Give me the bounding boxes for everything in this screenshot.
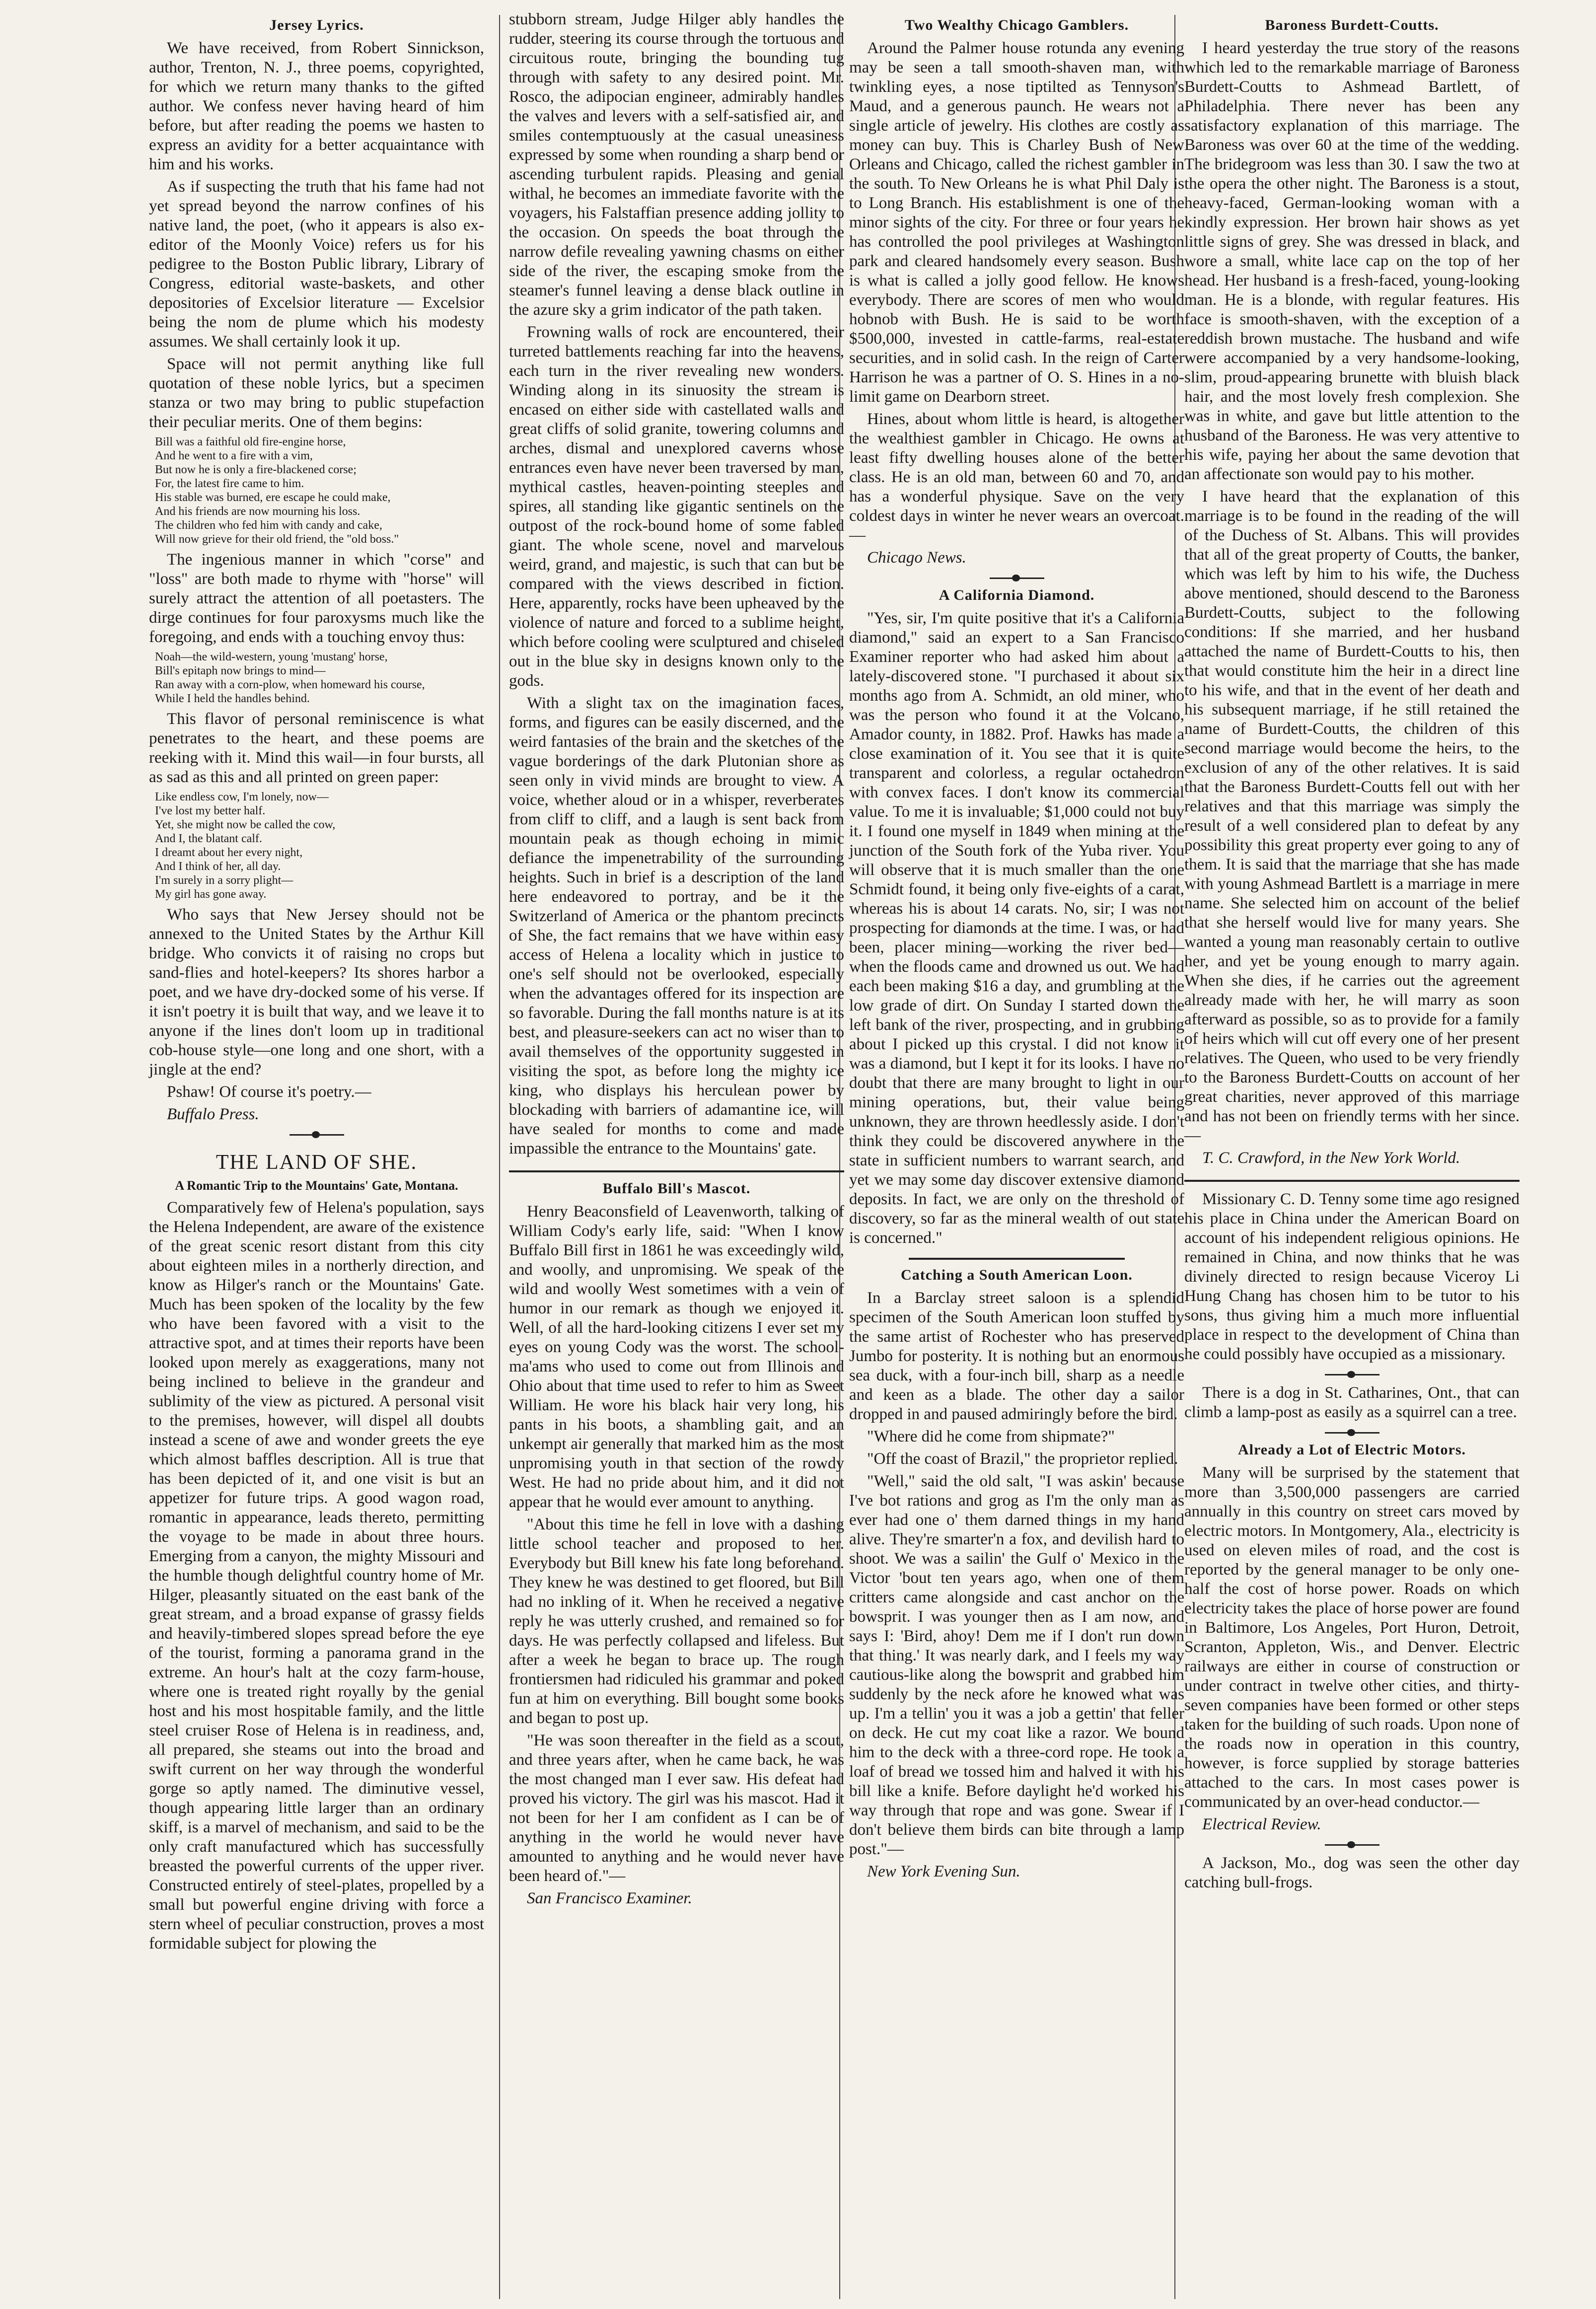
paragraph: Henry Beaconsfield of Leavenworth, talking of William Cody's early life, said: "When I know Buffalo Bill first in 1861 he was exceedingly wild, and woolly, and unpromising. We speak of the wild and woolly West sometimes with a vein of humor in our remark as though we enjoyed it. Well, of all the hard-looking citizens I ever set my eyes on young Cody was the worst. The school-ma'ams who used to come out from Illinois and Ohio about that time used to refer to him as Sweet William. He wore his black hair very long, his pants in his boots, a shambling gait, and an unkempt air generally that marked him as the most unpromising youth in that section of the rowdy West. He had no pride about him, and it did not appear that he would ever amount to anything.: [509, 1203, 844, 1511]
article-title: Baroness Burdett-Coutts.: [1265, 17, 1439, 33]
paragraph: Space will not permit anything like full quotation of these noble lyrics, but a specimen stanza or two may bring to public stupefaction their peculiar merits. One of them begins:: [149, 355, 484, 431]
paragraph: Around the Palmer house rotunda any evening may be seen a tall smooth-shaven man, with twinkling eyes, a nose tiptilted as Tennyson's Maud, and a generous paunch. He wears not a single article of jewelry. His clothes are costly as money can buy. This is Charley Bush of New Orleans and Chicago, called the richest gambler in the south. To New Orleans he is what Phil Daly is to Long Branch. His establishment is one of the minor sights of the city. For three or four years he has controlled the pool privileges at Washington park and cleared handsomely every season. Bush is what is called a jolly good fellow. He knows everybody. There are scores of men who would hobnob with Bush. He is said to be worth $500,000, invested in cattle-farms, real-estate securities, and in solid cash. In the reign of Carter Harrison he was a partner of O. S. Hines in a no-limit game on Dearborn street.: [849, 39, 1184, 406]
paragraph: I heard yesterday the true story of the reasons which led to the remarkable marriage of Baroness Burdett-Coutts to Ashmead Bartlett, of Philadelphia. There never has been any satisfactory explanation of this marriage. The Baroness was over 60 at the time of the wedding. The bridegroom was less than 30. I saw the two at the opera the other night. The Baroness is a stout, heavy-faced, German-looking woman with a kindly expression. Her brown hair shows as yet little signs of grey. She was dressed in black, and wore a small, white lace cap on the top of her head. Her husband is a fresh-faced, young-looking man. He is a blonde, with regular features. His face is smooth-shaven, with the exception of a reddish brown mustache. The husband and wife were accompanied by a very handsome-looking, slim, proud-appearing brunette with bluish black hair, and the most lovely fresh complexion. She was in white, and gave but little attention to the husband of the Baroness. He was very attentive to his wife, paying her about the same devotion that an affectionate son would pay to his mother.: [1184, 39, 1520, 483]
paragraph: The ingenious manner in which "corse" and "loss" are both made to rhyme with "horse" will surely attract the attention of all poetasters. The dirge continues for four paroxysms much like the foregoing, and ends with a touching envoy thus:: [149, 551, 484, 646]
separator: [1325, 1844, 1379, 1846]
source-credit: Electrical Review.: [1202, 1815, 1321, 1833]
headline: THE LAND OF SHE.: [216, 1151, 418, 1174]
paragraph: "Well," said the old salt, "I was askin' because I've bot rations and grog as I'm the only man as ever had one o' them darned things in my hand alive. They're smarter'n a fox, and devilish hard to shoot. We was a sailin' the Gulf o' Mexico in the Victor 'bout ten years ago, when one of them critters came alongside and cast anchor on the bowsprit. I was younger then as I am now, and says I: 'Bird, ahoy! Dem me if I don't run down that thing.' It was nearly dark, and I feels my way cautious-like along the bowsprit and grabbed him suddenly by the neck afore he knowed what was up. I'm a tellin' you it was a job a gettin' that feller on deck. He cut my coat like a razor. We bound him to the deck with a three-cord rope. He took a loaf of bread we tossed him and halved it with his bill like a knife. Before daylight he'd worked his way through that rope and was gone. Swear if I don't believe them birds can bite through a lamp post."—: [849, 1472, 1184, 1858]
article-title: Jersey Lyrics.: [269, 17, 364, 33]
paragraph: This flavor of personal reminiscence is what penetrates to the heart, and these poems are reeking with it. Mind this wail—in four bursts, all as sad as this and all printed on green paper:: [149, 710, 484, 786]
separator: [290, 1134, 344, 1136]
paragraph: Who says that New Jersey should not be annexed to the United States by the Arthur Kill bridge. Who convicts it of raising no crops but sand-flies and hotel-keepers? Its shores harbor a poet, and we have dry-docked some of his verse. If it isn't poetry it is built that way, and we leave it to anyone if the lines don't loom up in traditional cob-house style—one long and one short, with a jingle at the end?: [149, 906, 484, 1079]
verse: Noah—the wild-western, young 'mustang' horse, Bill's epitaph now brings to mind— Ran away with a corn-plow, when homeward his course, While I held the handles behind.: [155, 650, 425, 705]
column-4: [1179, 10, 1524, 2299]
paragraph: We have received, from Robert Sinnickson, author, Trenton, N. J., three poems, copyrighted, for which we return many thanks to the gifted author. We confess never having heard of him before, but after reading the poems we hasten to express an avidity for a better acquaintance with him and his works.: [149, 39, 484, 173]
paragraph: "He was soon thereafter in the field as a scout, and three years after, when he came back, he was the most changed man I ever saw. His defeat had proved his victory. The girl was his mascot. Had it not been for her I am confident as I can be of anything in the world he would never have amounted to anything and he would never have been heard of."—: [509, 1732, 844, 1885]
paragraph: Comparatively few of Helena's population, says the Helena Independent, are aware of the existence of the great scenic resort distant from this city about eighteen miles in a northerly direction, and know as Hilger's ranch or the Mountains' Gate. Much has been spoken of the locality by the few who have been favored with a visit to the attractive spot, and at times their reports have been looked upon merely as exaggerations, many not being inclined to believe in the grandeur and sublimity of the view as pictured. A personal visit to the premises, however, will dispel all doubts instead a scene of awe and wonder greets the eye which almost baffles description. All is true that has been depicted of it, and one visit is but an appetizer for future trips. A good wagon road, romantic in appearance, leads thereto, permitting the voyage to be made in about three hours. Emerging from a canyon, the mighty Missouri and the humble though delightful country home of Mr. Hilger, pleasantly situated on the east bank of the great stream, and a broad expanse of grassy fields and heavily-timbered slopes spread before the eye of the tourist, forming a panorama grand in the extreme. An hour's halt at the cozy farm-house, where one is treated right royally by the genial host and his most hospitable family, and the little steel cruiser Rose of Helena is in readiness, and, all prepared, she steams out into the broad and swift current on her way through the wonderful gorge so aptly named. The diminutive vessel, though appearing little larger than an ordinary skiff, is a marvel of mechanism, and said to be the only craft manufactured which has successfully breasted the powerful currents of the upper river. Constructed entirely of steel-plates, propelled by a small but powerful engine driving with force a stern wheel of peculiar construction, proves a most formidable subject for plowing the: [149, 1199, 484, 1952]
paragraph: There is a dog in St. Catharines, Ont., that can climb a lamp-post as easily as a squirrel can a tree.: [1184, 1384, 1520, 1421]
paragraph: In a Barclay street saloon is a splendid specimen of the South American loon stuffed by the same artist of Rochester who has preserved Jumbo for posterity. It is nothing but an enormous sea duck, with a four-inch bill, sharp as a needle and keen as a blade. The other day a sailor dropped in and paused admiringly before the bird.: [849, 1289, 1184, 1423]
verse: Bill was a faithful old fire-engine horse, And he went to a fire with a vim, But now he is only a fire-blackened corse; For, the latest fire came to him. His stable was burned, ere escape he could make, And his friends are now mourning his loss. The children who fed him with candy and cake, Will now grieve for their old friend, the "old boss.": [155, 435, 399, 546]
separator: [909, 1258, 1125, 1260]
article-title: Already a Lot of Electric Motors.: [1238, 1442, 1466, 1458]
column-2: [504, 10, 849, 2299]
separator: [1325, 1374, 1379, 1375]
source-credit: T. C. Crawford, in the New York World.: [1202, 1149, 1460, 1167]
paragraph: A Jackson, Mo., dog was seen the other day catching bull-frogs.: [1184, 1854, 1520, 1891]
source-credit: Buffalo Press.: [167, 1105, 259, 1123]
paragraph: "Where did he come from shipmate?": [867, 1428, 1115, 1445]
separator: [509, 1170, 844, 1172]
source-credit: Chicago News.: [867, 549, 966, 567]
paragraph: As if suspecting the truth that his fame had not yet spread beyond the narrow confines of his native land, the poet, (who it appears is also ex-editor of the Moonly Voice) refers us for his pedigree to the Boston Public library, Library of Congress, editorial waste-baskets, and other depositories of Excelsior literature — Excelsior being the nom de plume which his modesty assumes. We shall certainly look it up.: [149, 178, 484, 351]
article-title: Two Wealthy Chicago Gamblers.: [904, 17, 1129, 33]
source-credit: New York Evening Sun.: [867, 1863, 1020, 1880]
paragraph: "Yes, sir, I'm quite positive that it's a California diamond," said an expert to a San Francisco Examiner reporter who had asked him about a lately-discovered stone. "I purchased it about six months ago from A. Schmidt, an old miner, who was the person who found it at the Volcano, Amador county, in 1882. Prof. Hawks has made a close examination of it. You see that it is quite transparent and colorless, a regular octahedron with convex faces. I don't know its commercial value. To me it is invaluable; $1,000 could not buy it. I found one myself in 1849 when mining at the junction of the South fork of the Yuba river. You will observe that it is much smaller than the one Schmidt found, it being only five-eights of a carat, whereas his is about 14 carats. No, sir; I was not prospecting for diamonds at the time. I was, or had been, placer mining—working the river bed—when the floods came and drowned us out. We had each been making $16 a day, and grumbling at the low grade of dirt. On Sunday I started down the left bank of the river, prospecting, and in grubbing about I picked up this crystal. I did not know it was a diamond, but I kept it for its looks. I have no doubt that there are many brought to light in our mining operations, but, their value being unknown, they are thrown heedlessly aside. I don't think they could be discovered anywhere in the state in sufficient numbers to warrant search, and yet we may some day discover extensive diamond deposits. In fact, we are only on the threshold of discovery, so far as the mineral wealth of out state is concerned.": [849, 609, 1184, 1247]
verse: Like endless cow, I'm lonely, now— I've lost my better half. Yet, she might now be called the cow, And I, the blatant calf. I dreamt about her every night, And I think of her, all day. I'm surely in a sorry plight— My girl has gone away.: [155, 791, 336, 901]
column-rule: [499, 15, 500, 2299]
paragraph: "About this time he fell in love with a dashing little school teacher and proposed to her. Everybody but Bill knew his fate long beforehand. They knew he was destined to get floored, but Bill had no inkling of it. When he received a negative reply he was utterly crushed, and remained so for days. He was perfectly collapsed and lifeless. But after a week he began to brace up. The rough frontiersmen had ridiculed his grammar and poked fun at him on everything. Bill bought some books and began to post up.: [509, 1515, 844, 1727]
article-title: Buffalo Bill's Mascot.: [602, 1180, 751, 1197]
article-title: A California Diamond.: [939, 587, 1095, 603]
paragraph: With a slight tax on the imagination faces, forms, and figures can be easily discerned, and the weird fantasies of the brain and the sketches of the vague borderings of the dark Plutonian shore as seen only in vivid minds are brought to view. A voice, whether aloud or in a whisper, reverberates from cliff to cliff, and a laugh is sent back from mountain peak as though echoing in mimic defiance the impenetrability of the surrounding heights. Such in brief is a description of the land here endeavored to portray, and be it the Switzerland of America or the phantom precincts of She, the fact remains that we have within easy access of Helena a locality which in justice to one's self should not be overlooked, especially when the advantages offered for its inspection are so favorable. During the fall months nature is at its best, and pleasure-seekers can act no wiser than to avail themselves of the opportunity suggested in visiting the spot, as before long the mighty ice king, who displays his herculean power by blockading with barriers of adamantine ice, will have sealed for months to come and made impassible the entrance to the Mountains' gate.: [509, 694, 844, 1157]
paragraph: Missionary C. D. Tenny some time ago resigned his place in China under the American Board on account of his independent religious opinions. He remained in China, and now thinks that he was divinely directed to resign because Viceroy Li Hung Chang has chosen him to be tutor to his sons, thus giving him a much more influential place in respect to the development of China than he could possibly have occupied as a missionary.: [1184, 1190, 1520, 1363]
paragraph: Hines, about whom little is heard, is altogether the wealthiest gambler in Chicago. He owns at least fifty dwelling houses alone of the better class. He is an old man, between 60 and 70, and has a wonderful physique. Save on the very coldest days in winter he never wears an overcoat.—: [849, 410, 1184, 544]
column-3: [844, 10, 1189, 2299]
paragraph: Pshaw! Of course it's poetry.—: [167, 1083, 371, 1101]
source-credit: San Francisco Examiner.: [527, 1889, 692, 1907]
separator: [1325, 1432, 1379, 1434]
paragraph: stubborn stream, Judge Hilger ably handles the rudder, steering its course through the tortuous and circuitous route, bringing the bounding tug through with safety to any desired point. Mr. Rosco, the adipocian engineer, admirably handles the valves and levers with a self-satisfied air, and smiles contemptuously at the casual uneasiness expressed by some when rounding a sharp bend or ascending turbulent rapids. Pleasing and genial withal, he becomes an immediate favorite with the voyagers, his Falstaffian presence adding jollity to the occasion. On speeds the boat through the narrow defile revealing yawning chasms on either side of the river, the escaping smoke from the steamer's funnel leaving a dense black outline in the azure sky a grim indicator of the path taken.: [509, 10, 844, 319]
paragraph: I have heard that the explanation of this marriage is to be found in the reading of the will of the Duchess of St. Albans. This will provides that all of the great property of Coutts, the banker, which was left by him to his wife, the Duchess above mentioned, should descend to the Baroness Burdett-Coutts, subject to the following conditions: If she married, and her husband attached the name of Burdett-Coutts to his, then that would constitute him the heir in a direct line to his wife, and that in the event of her death and his subsequent marriage, if he still retained the name of Burdett-Coutts, the children of this second marriage would become the heirs, to the exclusion of any of the other relatives. It is said that the Baroness Burdett-Coutts fell out with her relatives and that this marriage was simply the result of a well considered plan to defeat by any possibility this great property ever going to any of them. It is said that the marriage that she has made with young Ashmead Bartlett is a marriage in mere name. She selected him on account of the belief that she herself would live for many years. She wanted a young man reasonably certain to outlive her, and yet be young enough to marry again. When she dies, if he carries out the agreement already made with her, he will marry as soon afterward as possible, so as to provide for a family of heirs which will cut off every one of her present relatives. The Queen, who used to be very friendly to the Baroness Burdett-Coutts on account of her great charities, never approved of this marriage and has not been on friendly terms with her since.—: [1184, 488, 1520, 1145]
separator: [1184, 1180, 1520, 1182]
article-title: Catching a South American Loon.: [901, 1267, 1133, 1283]
paragraph: Frowning walls of rock are encountered, their turreted battlements reaching far into the heavens, each turn in the river revealing new wonders. Winding along in its sinuosity the stream is encased on either side with castellated walls and great cliffs of solid granite, towering columns and arches, dismal and unexplored caverns whose entrances even have never been traversed by man, mythical castles, heaven-pointing steeples and spires, all standing like gigantic sentinels on the outpost of the rock-bound home of some fabled giant. The whole scene, novel and marvelous weird, grand, and majestic, is such that can but be compared with the views described in fiction. Here, apparently, rocks have been upheaved by the violence of nature and forced to a sublime height, which before cooling were sculptured and chiseled out in the blue sky in designs known only to the gods.: [509, 323, 844, 690]
separator: [990, 577, 1044, 579]
paragraph: Many will be surprised by the statement that more than 3,500,000 passengers are carried annually in this country on street cars moved by electric motors. In Montgomery, Ala., electricity is used on eleven miles of road, and the cost is reported by the general manager to be only one-half the cost of horse power. Roads on which electricity takes the place of horse power are found in Baltimore, Los Angeles, Port Huron, Detroit, Scranton, Appleton, Wis., and Denver. Electric railways are either in course of construction or under contract in twelve other cities, and thirty-seven companies have been formed or other steps taken for the building of such roads. Upon none of the roads now in operation in this country, however, is force supplied by storage batteries attached to the cars. In most cases power is communicated by an over-head conductor.—: [1184, 1464, 1520, 1811]
paragraph: "Off the coast of Brazil," the proprietor replied.: [867, 1450, 1178, 1468]
subheadline: A Romantic Trip to the Mountains' Gate, Montana.: [175, 1178, 458, 1193]
column-1: [144, 10, 489, 2299]
